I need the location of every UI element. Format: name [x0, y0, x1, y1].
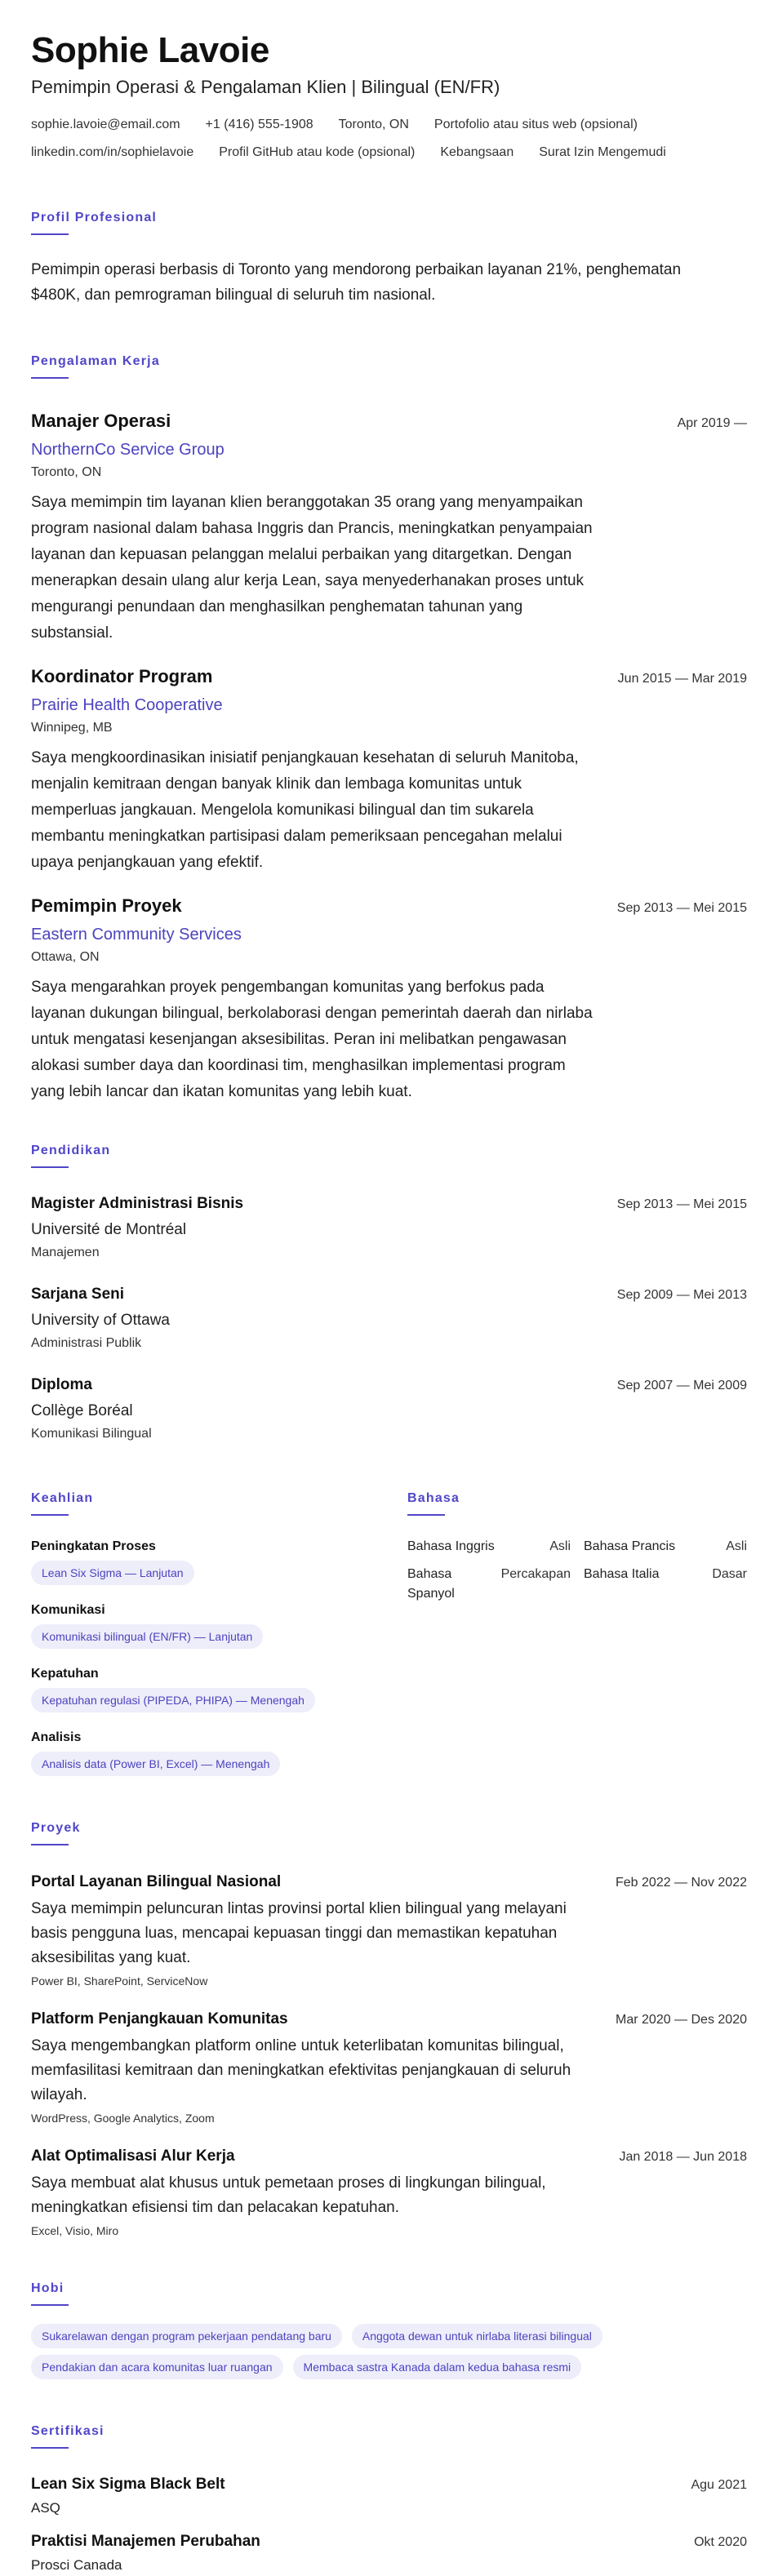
section-title-experience: Pengalaman Kerja: [31, 354, 160, 368]
job-description: Saya mengkoordinasikan inisiatif penjangkauan kesehatan di seluruh Manitoba, menjalin kemitraan dengan banyak klinik dan lembaga komunitas untuk memperluas jangkauan. Mengelola komunikasi bilingual dan tim sukarela membantu meningkatkan partisipasi dalam pemeriksaan pencegahan melalui upaya penjangkauan yang efektif.: [31, 749, 579, 871]
hobby-chip: Membaca sastra Kanada dalam kedua bahasa resmi: [293, 2355, 582, 2379]
section-title-languages: Bahasa: [407, 1491, 460, 1505]
resume-header: [31, 29, 747, 163]
section-divider: [31, 377, 69, 379]
language-item: [584, 1537, 747, 1557]
job-description: Saya memimpin tim layanan klien beranggotakan 35 orang yang menyampaikan program nasional dalam bahasa Inggris dan Prancis, meningkatkan penyampaian layanan dan kepuasan pelanggan melalui perbaikan yang ditargetkan. Dengan menerapkan desain ulang alur kerja Lean, saya menyederhanakan proses untuk mengurangi penundaan dan menghasilkan penghematan tahunan yang substansial.: [31, 494, 593, 642]
school-name: Université de Montréal: [31, 1221, 187, 1238]
education-entry: [31, 1283, 747, 1354]
skill-category: Analisis: [31, 1730, 82, 1744]
contact-location: Toronto, ON: [338, 118, 409, 131]
contact-phone: +1 (416) 555-1908: [205, 118, 313, 131]
section-title-hobbies: Hobi: [31, 2281, 64, 2295]
job-organization: Eastern Community Services: [31, 926, 242, 944]
skill-category: Komunikasi: [31, 1603, 105, 1617]
language-name: Bahasa Inggris: [407, 1539, 495, 1553]
certification-name: Praktisi Manajemen Perubahan: [31, 2533, 260, 2550]
project-description: Saya memimpin peluncuran lintas provinsi portal klien bilingual yang melayani basis pengguna luas, mencapai kepuasan tinggi dan memastikan kepatuhan aksesibilitas yang kuat.: [31, 1900, 567, 1966]
certifications-section: [31, 2423, 747, 2576]
candidate-tagline: Pemimpin Operasi & Pengalaman Klien | Bilingual (EN/FR): [31, 77, 500, 97]
project-dates: Feb 2022 — Nov 2022: [616, 1876, 747, 1890]
project-entry: [31, 1871, 747, 1990]
language-level: Asli: [726, 1539, 747, 1553]
section-divider: [31, 1844, 69, 1845]
projects-section: [31, 1820, 747, 2240]
job-dates: Sep 2013 — Mei 2015: [616, 901, 747, 915]
education-dates: Sep 2009 — Mei 2013: [616, 1288, 747, 1302]
section-divider: [31, 2447, 69, 2449]
certification-date: Agu 2021: [691, 2478, 747, 2492]
job-dates: Apr 2019 —: [677, 416, 747, 430]
contact-linkedin: linkedin.com/in/sophielavoie: [31, 145, 194, 159]
language-item: [407, 1565, 571, 1604]
section-title-education: Pendidikan: [31, 1144, 111, 1157]
skill-chip: Kepatuhan regulasi (PIPEDA, PHIPA) — Menengah: [31, 1688, 315, 1712]
skill-category: Peningkatan Proses: [31, 1539, 156, 1553]
section-title-projects: Proyek: [31, 1821, 81, 1835]
job-title: Manajer Operasi: [31, 411, 171, 431]
contact-info: [31, 114, 747, 163]
degree-title: Sarjana Seni: [31, 1286, 125, 1303]
language-name: Bahasa Prancis: [584, 1539, 676, 1553]
skill-chip: Analisis data (Power BI, Excel) — Menengah: [31, 1752, 280, 1776]
profile-summary: Pemimpin operasi berbasis di Toronto yang mendorong perbaikan layanan 21%, penghematan $480K, dan pemrograman bilingual di seluruh tim nasional.: [31, 261, 682, 304]
certification-entry: [31, 2473, 747, 2519]
section-title-certifications: Sertifikasi: [31, 2424, 104, 2438]
job-description: Saya mengarahkan proyek pengembangan komunitas yang berfokus pada layanan dukungan bilingual, berkolaborasi dengan pemerintah daerah dan nirlaba untuk mengatasi kesenjangan aksesibilitas. Peran ini melibatkan pengawasan alokasi sumber daya dan koordinasi tim, menghasilkan implementasi program yang lebih lancar dan ikatan komunitas yang lebih kuat.: [31, 979, 593, 1100]
language-level: Percakapan: [500, 1567, 571, 1581]
section-title-skills: Keahlian: [31, 1491, 94, 1505]
contact-email: sophie.lavoie@email.com: [31, 118, 180, 131]
language-level: Dasar: [712, 1567, 747, 1581]
hobby-chip: Anggota dewan untuk nirlaba literasi bilingual: [352, 2324, 602, 2348]
languages-section: [407, 1490, 747, 1776]
candidate-name: Sophie Lavoie: [31, 30, 269, 70]
skill-chip: Komunikasi bilingual (EN/FR) — Lanjutan: [31, 1624, 263, 1649]
field-of-study: Komunikasi Bilingual: [31, 1427, 152, 1441]
project-dates: Jan 2018 — Jun 2018: [619, 2150, 747, 2164]
language-item: [407, 1537, 571, 1557]
language-level: Asli: [549, 1539, 571, 1553]
hobby-chip: Sukarelawan dengan program pekerjaan pendatang baru: [31, 2324, 342, 2348]
education-section: [31, 1143, 747, 1445]
job-title: Pemimpin Proyek: [31, 895, 182, 916]
project-description: Saya membuat alat khusus untuk pemetaan proses di lingkungan bilingual, meningkatkan efisiensi tim dan pelacakan kepatuhan.: [31, 2174, 546, 2216]
project-description: Saya mengembangkan platform online untuk keterlibatan komunitas bilingual, memfasilitasi kemitraan dan meningkatkan efektivitas penjangkauan di seluruh wilayah.: [31, 2037, 571, 2103]
experience-entry: [31, 409, 747, 646]
education-entry: [31, 1374, 747, 1445]
section-divider: [31, 1514, 69, 1516]
contact-github: Profil GitHub atau kode (opsional): [219, 145, 416, 159]
section-divider: [31, 2304, 69, 2306]
project-technologies: Power BI, SharePoint, ServiceNow: [31, 1974, 208, 1988]
skill-group: [31, 1601, 407, 1649]
experience-section: [31, 353, 747, 1105]
project-dates: Mar 2020 — Des 2020: [616, 2013, 747, 2027]
field-of-study: Manajemen: [31, 1246, 100, 1259]
education-dates: Sep 2013 — Mei 2015: [616, 1197, 747, 1211]
job-location: Winnipeg, MB: [31, 721, 113, 735]
project-name: Alat Optimalisasi Alur Kerja: [31, 2147, 235, 2165]
education-dates: Sep 2007 — Mei 2009: [616, 1379, 747, 1392]
job-dates: Jun 2015 — Mar 2019: [617, 672, 747, 686]
project-technologies: WordPress, Google Analytics, Zoom: [31, 2112, 215, 2125]
certification-name: Lean Six Sigma Black Belt: [31, 2476, 225, 2493]
project-entry: [31, 2008, 747, 2127]
skills-section: [31, 1490, 407, 1776]
hobbies-section: [31, 2281, 747, 2379]
section-divider: [407, 1514, 445, 1516]
skills-languages-row: [31, 1490, 747, 1776]
section-title-profile: Profil Profesional: [31, 211, 158, 224]
project-entry: [31, 2145, 747, 2240]
section-divider: [31, 233, 69, 235]
section-divider: [31, 1166, 69, 1168]
degree-title: Magister Administrasi Bisnis: [31, 1195, 244, 1212]
skill-group: [31, 1729, 407, 1776]
skill-group: [31, 1538, 407, 1585]
education-entry: [31, 1193, 747, 1264]
job-title: Koordinator Program: [31, 666, 213, 686]
degree-title: Diploma: [31, 1376, 92, 1393]
job-location: Toronto, ON: [31, 465, 102, 479]
skill-group: [31, 1665, 407, 1712]
project-technologies: Excel, Visio, Miro: [31, 2224, 119, 2237]
job-organization: Prairie Health Cooperative: [31, 696, 223, 714]
field-of-study: Administrasi Publik: [31, 1336, 142, 1350]
certification-date: Okt 2020: [694, 2535, 747, 2549]
hobby-chip: Pendakian dan acara komunitas luar ruangan: [31, 2355, 283, 2379]
experience-entry: [31, 894, 747, 1105]
language-item: [584, 1565, 747, 1604]
skill-category: Kepatuhan: [31, 1667, 99, 1681]
project-name: Portal Layanan Bilingual Nasional: [31, 1873, 282, 1890]
profile-section: [31, 210, 747, 308]
hobbies-list: [31, 2324, 684, 2379]
language-name: Bahasa Italia: [584, 1567, 660, 1581]
contact-portfolio: Portofolio atau situs web (opsional): [433, 118, 638, 131]
skill-chip: Lean Six Sigma — Lanjutan: [31, 1561, 194, 1585]
school-name: Collège Boréal: [31, 1402, 133, 1419]
languages-list: [407, 1537, 747, 1604]
certification-issuer: Prosci Canada: [31, 2557, 122, 2573]
job-organization: NorthernCo Service Group: [31, 441, 225, 459]
experience-entry: [31, 664, 747, 876]
certification-entry: [31, 2530, 747, 2576]
school-name: University of Ottawa: [31, 1312, 170, 1329]
certification-issuer: ASQ: [31, 2500, 60, 2516]
project-name: Platform Penjangkauan Komunitas: [31, 2010, 288, 2027]
contact-nationality: Kebangsaan: [440, 145, 514, 159]
contact-drivers-license: Surat Izin Mengemudi: [539, 145, 666, 159]
language-name: Bahasa Spanyol: [407, 1567, 455, 1601]
job-location: Ottawa, ON: [31, 950, 100, 964]
